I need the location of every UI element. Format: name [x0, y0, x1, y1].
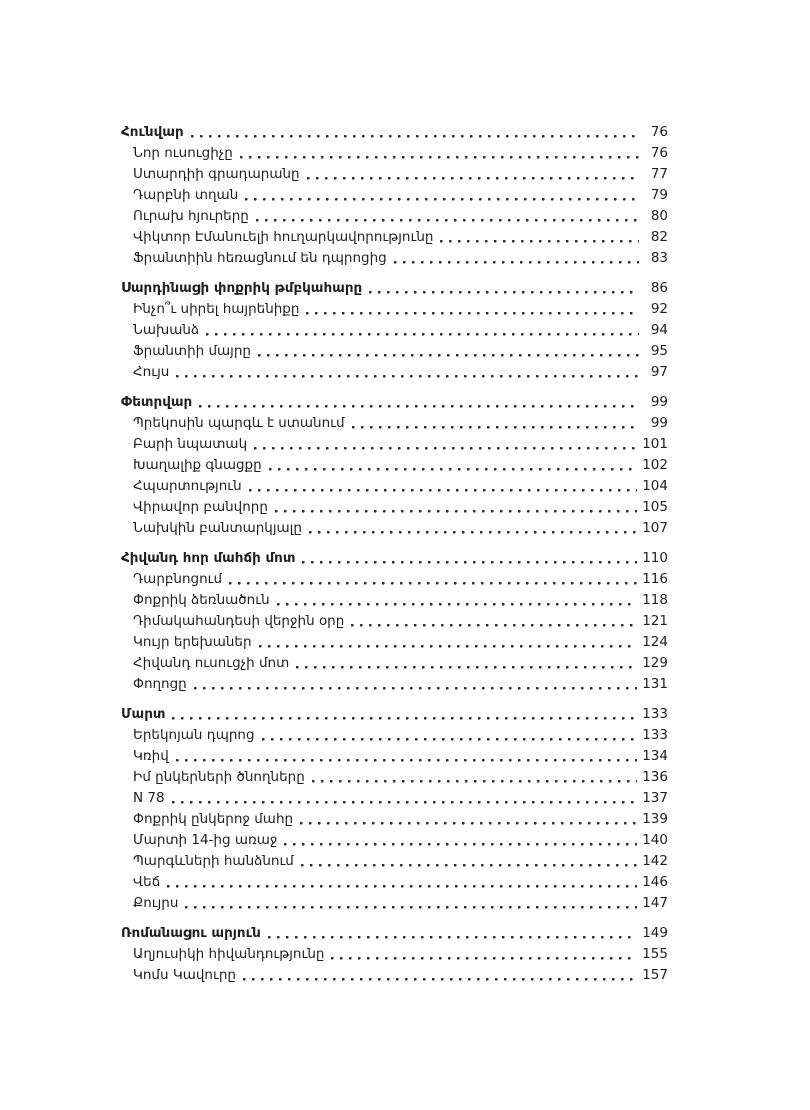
toc-entry-row[interactable] — [121, 809, 668, 830]
entry-title: Կռիվ — [133, 748, 169, 764]
toc-entry-row[interactable] — [121, 767, 668, 788]
entry-page-number: 99 — [650, 415, 668, 431]
entry-page-number: 139 — [642, 811, 668, 827]
entry-title: Ինչո՞ւ սիրել հայրենիքը — [133, 301, 300, 317]
entry-page-number: 107 — [642, 520, 668, 536]
section-title: Մարտ — [121, 706, 166, 722]
entry-title: Կույր երեխաներ — [133, 634, 252, 650]
toc-section-header-row[interactable] — [121, 548, 668, 569]
entry-page-number: 147 — [642, 895, 668, 911]
dot-leader — [206, 320, 639, 341]
entry-page-number: 94 — [650, 322, 668, 338]
section-page-number: 99 — [650, 394, 668, 410]
dot-leader — [440, 227, 639, 248]
dot-leader — [176, 362, 639, 383]
entry-title: Վիկտոր Էմանուելի հուղարկավորությունը — [133, 229, 434, 245]
toc-section — [121, 392, 668, 539]
section-page-number: 110 — [642, 550, 668, 566]
section-entries — [121, 299, 668, 383]
section-entries — [121, 944, 668, 986]
section-page-number: 76 — [650, 124, 668, 140]
toc-entry-row[interactable] — [121, 893, 668, 914]
toc-entry-row[interactable] — [121, 653, 668, 674]
entry-title: Վիրավոր բանվորը — [133, 499, 268, 515]
section-entries — [121, 569, 668, 695]
section-title: Սարդինացի փոքրիկ թմբկահարը — [121, 280, 363, 296]
entry-title: Բարի նպատակ — [133, 436, 248, 452]
toc-section-header-row[interactable] — [121, 392, 668, 413]
entry-page-number: 142 — [642, 853, 668, 869]
section-page-number: 133 — [642, 706, 668, 722]
toc-entry-row[interactable] — [121, 341, 668, 362]
dot-leader — [351, 611, 637, 632]
toc-entry-row[interactable] — [121, 851, 668, 872]
dot-leader — [302, 548, 637, 569]
dot-leader — [245, 185, 639, 206]
entry-title: Երեկոյան դպրոց — [133, 727, 255, 743]
entry-page-number: 102 — [642, 457, 668, 473]
toc-entry-row[interactable] — [121, 590, 668, 611]
dot-leader — [172, 704, 637, 725]
dot-leader — [307, 164, 639, 185]
toc-entry-row[interactable] — [121, 206, 668, 227]
entry-page-number: 155 — [642, 946, 668, 962]
toc-entry-row[interactable] — [121, 725, 668, 746]
toc-entry-row[interactable] — [121, 569, 668, 590]
dot-leader — [301, 851, 637, 872]
entry-page-number: 82 — [650, 229, 668, 245]
entry-page-number: 79 — [650, 187, 668, 203]
entry-page-number: 118 — [642, 592, 668, 608]
toc-entry-row[interactable] — [121, 320, 668, 341]
dot-leader — [229, 569, 637, 590]
section-title: Հունվար — [121, 124, 184, 140]
entry-page-number: 101 — [642, 436, 668, 452]
entry-page-number: 146 — [642, 874, 668, 890]
toc-entry-row[interactable] — [121, 872, 668, 893]
entry-title: Դարբնոցում — [133, 571, 223, 587]
entry-title: Պրեկոսին պարգև է ստանում — [133, 415, 345, 431]
entry-title: Խաղալիք գնացքը — [133, 457, 262, 473]
section-entries — [121, 725, 668, 914]
toc-entry-row[interactable] — [121, 455, 668, 476]
dot-leader — [306, 299, 639, 320]
entry-title: Պարգևների հանձնում — [133, 853, 294, 869]
toc-entry-row[interactable] — [121, 143, 668, 164]
toc-entry-row[interactable] — [121, 434, 668, 455]
entry-page-number: 124 — [642, 634, 668, 650]
entry-title: N 78 — [133, 790, 165, 806]
entry-title: Դիմակահանդեսի վերջին օրը — [133, 613, 345, 629]
toc-entry-row[interactable] — [121, 830, 668, 851]
entry-title: Մարտի 14-ից առաջ — [133, 832, 278, 848]
dot-leader — [176, 746, 637, 767]
section-title: Փետրվար — [121, 394, 193, 410]
section-title: Ռոմանացու արյուն — [121, 925, 261, 941]
entry-page-number: 131 — [642, 676, 668, 692]
toc-entry-row[interactable] — [121, 299, 668, 320]
table-of-contents — [121, 122, 668, 986]
toc-section — [121, 923, 668, 986]
dot-leader — [268, 923, 637, 944]
entry-page-number: 83 — [650, 250, 668, 266]
entry-page-number: 136 — [642, 769, 668, 785]
entry-title: Վեճ — [133, 874, 161, 890]
toc-section — [121, 122, 668, 269]
dot-leader — [312, 767, 637, 788]
toc-entry-row[interactable] — [121, 413, 668, 434]
entry-title: Իմ ընկերների ծնողները — [133, 769, 305, 785]
entry-page-number: 134 — [642, 748, 668, 764]
entry-title: Աղյուսիկի հիվանդությունը — [133, 946, 325, 962]
entry-page-number: 140 — [642, 832, 668, 848]
entry-title: Փոքրիկ ձեռնածուն — [133, 592, 270, 608]
entry-page-number: 157 — [642, 967, 668, 983]
dot-leader — [300, 809, 637, 830]
entry-title: Հիվանդ ուսուցչի մոտ — [133, 655, 290, 671]
entry-page-number: 129 — [642, 655, 668, 671]
dot-leader — [167, 872, 637, 893]
entry-title: Փոքրիկ ընկերոջ մահը — [133, 811, 294, 827]
toc-section-header-row[interactable] — [121, 122, 668, 143]
entry-page-number: 121 — [642, 613, 668, 629]
entry-page-number: 97 — [650, 364, 668, 380]
toc-entry-row[interactable] — [121, 185, 668, 206]
entry-title: Հպարտություն — [133, 478, 242, 494]
dot-leader — [394, 248, 639, 269]
toc-entry-row[interactable] — [121, 746, 668, 767]
entry-page-number: 104 — [642, 478, 668, 494]
section-title: Հիվանդ հոր մահճի մոտ — [121, 550, 296, 566]
entry-title: Նախանձ — [133, 322, 200, 338]
section-entries — [121, 413, 668, 539]
dot-leader — [269, 455, 638, 476]
toc-entry-row[interactable] — [121, 674, 668, 695]
dot-leader — [277, 590, 638, 611]
entry-page-number: 133 — [642, 727, 668, 743]
toc-section — [121, 548, 668, 695]
entry-title: Նոր ուսուցիչը — [133, 145, 233, 161]
toc-entry-row[interactable] — [121, 611, 668, 632]
toc-section-header-row[interactable] — [121, 923, 668, 944]
toc-section-header-row[interactable] — [121, 278, 668, 299]
toc-entry-row[interactable] — [121, 248, 668, 269]
dot-leader — [254, 434, 637, 455]
toc-section — [121, 704, 668, 914]
entry-page-number: 92 — [650, 301, 668, 317]
dot-leader — [331, 944, 637, 965]
dot-leader — [275, 497, 637, 518]
dot-leader — [249, 476, 638, 497]
dot-leader — [194, 674, 637, 695]
entry-title: Քույրս — [133, 895, 179, 911]
section-page-number: 149 — [642, 925, 668, 941]
entry-page-number: 95 — [650, 343, 668, 359]
entry-page-number: 77 — [650, 166, 668, 182]
entry-page-number: 105 — [642, 499, 668, 515]
dot-leader — [309, 518, 637, 539]
entry-title: Նախկին բանտարկյալը — [133, 520, 302, 536]
toc-entry-row[interactable] — [121, 965, 668, 986]
entry-title: Դարբնի տղան — [133, 187, 239, 203]
toc-section-header-row[interactable] — [121, 704, 668, 725]
entry-title: Ուրախ հյուրերը — [133, 208, 249, 224]
toc-entry-row[interactable] — [121, 788, 668, 809]
entry-title: Կոմս Կավուրը — [133, 967, 236, 983]
dot-leader — [243, 965, 637, 986]
dot-leader — [259, 632, 638, 653]
dot-leader — [258, 341, 639, 362]
toc-entry-row[interactable] — [121, 497, 668, 518]
entry-title: Ստարդիի գրադարանը — [133, 166, 300, 182]
dot-leader — [262, 725, 638, 746]
toc-entry-row[interactable] — [121, 632, 668, 653]
dot-leader — [256, 206, 639, 227]
dot-leader — [185, 893, 637, 914]
entry-title: Հույս — [133, 364, 170, 380]
entry-page-number: 137 — [642, 790, 668, 806]
toc-entry-row[interactable] — [121, 227, 668, 248]
entry-title: Ֆրանտիի մայրը — [133, 343, 251, 359]
dot-leader — [240, 143, 639, 164]
toc-entry-row[interactable] — [121, 518, 668, 539]
toc-entry-row[interactable] — [121, 362, 668, 383]
section-page-number: 86 — [650, 280, 668, 296]
entry-title: Փողոցը — [133, 676, 187, 692]
dot-leader — [172, 788, 638, 809]
toc-section — [121, 278, 668, 383]
entry-page-number: 76 — [650, 145, 668, 161]
entry-page-number: 80 — [650, 208, 668, 224]
dot-leader — [296, 653, 637, 674]
dot-leader — [284, 830, 637, 851]
toc-entry-row[interactable] — [121, 944, 668, 965]
entry-title: Ֆրանտիին հեռացնում են դպրոցից — [133, 250, 387, 266]
dot-leader — [191, 122, 639, 143]
toc-entry-row[interactable] — [121, 164, 668, 185]
dot-leader — [369, 278, 639, 299]
toc-entry-row[interactable] — [121, 476, 668, 497]
dot-leader — [199, 392, 639, 413]
entry-page-number: 116 — [642, 571, 668, 587]
dot-leader — [352, 413, 639, 434]
section-entries — [121, 143, 668, 269]
